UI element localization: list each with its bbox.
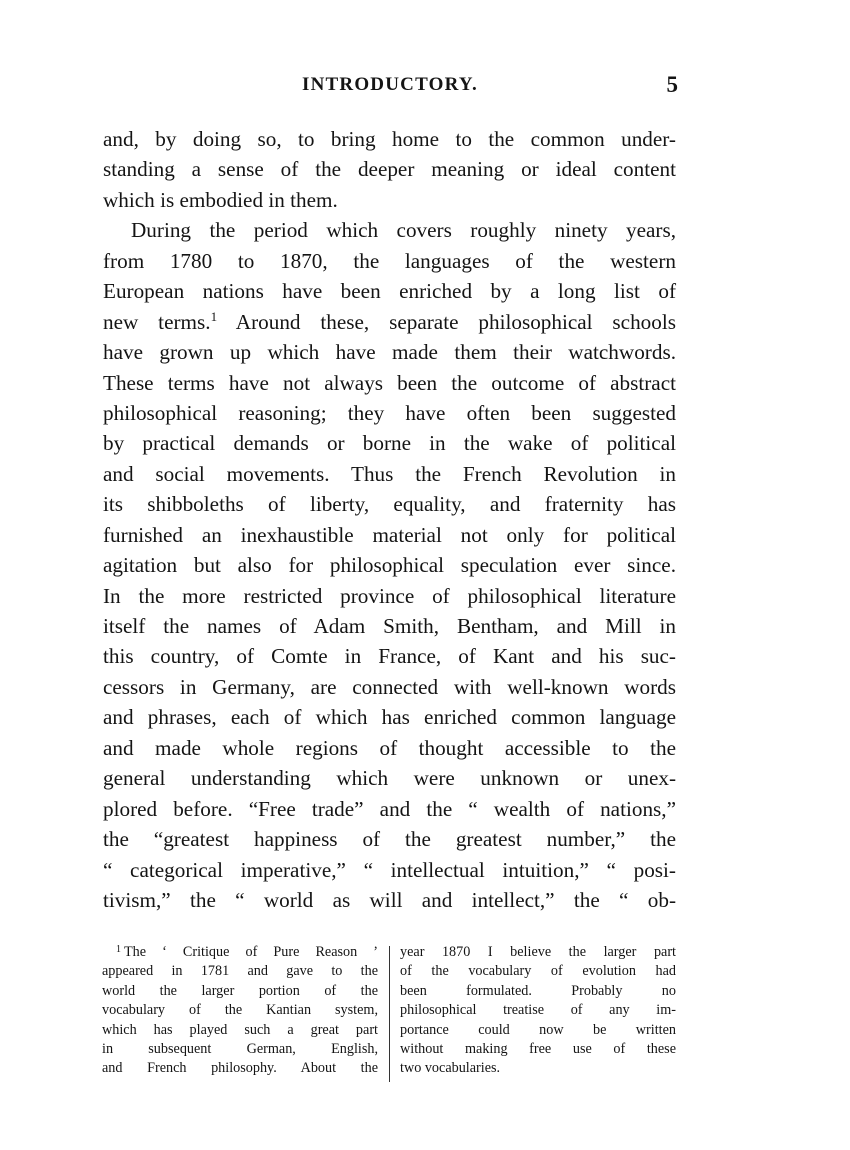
text-line: plored before. “Free trade” and the “ wealth of nations,” bbox=[103, 796, 676, 821]
footnote-line: two vocabularies. bbox=[400, 1060, 501, 1077]
text-line: the “greatest happiness of the greatest number,” the bbox=[103, 827, 676, 852]
text-line: These terms have not always been the outcome of abstract bbox=[103, 370, 676, 395]
footnote-marker: 1 bbox=[116, 944, 121, 955]
text-line: tivism,” the “ world as will and intellect,” the “ ob- bbox=[103, 887, 676, 912]
text-line: general understanding which were unknown or unex- bbox=[103, 766, 676, 791]
footnote-reference: 1 bbox=[210, 308, 218, 324]
footnote-line: vocabulary of the Kantian system, bbox=[102, 1002, 378, 1019]
footnote-first-line-wrap bbox=[102, 944, 378, 960]
text-line: European nations have been enriched by a long list of bbox=[103, 279, 676, 304]
footnote-line: portance could now be written bbox=[400, 1021, 676, 1038]
footnote-line: and French philosophy. About the bbox=[102, 1060, 378, 1077]
text-line: “ categorical imperative,” “ intellectual intuition,” “ posi- bbox=[103, 857, 676, 882]
text-line: and phrases, each of which has enriched common language bbox=[103, 705, 676, 730]
text-line: cessors in Germany, are connected with well-known words bbox=[103, 674, 676, 699]
footnotes bbox=[102, 943, 676, 1077]
footnote-line: in subsequent German, English, bbox=[102, 1040, 378, 1057]
text-line: itself the names of Adam Smith, Bentham, and Mill in bbox=[103, 614, 676, 638]
text-segment: new terms. bbox=[103, 309, 211, 334]
text-line: In the more restricted province of philosophical literature bbox=[103, 583, 676, 608]
text-line: have grown up which have made them their watchwords. bbox=[103, 340, 676, 365]
main-text bbox=[103, 124, 676, 915]
footnote-line: year 1870 I believe the larger part bbox=[400, 944, 676, 960]
footnote-line: of the vocabulary of evolution had bbox=[400, 963, 676, 980]
text-line: its shibboleths of liberty, equality, and fraternity has bbox=[103, 492, 676, 517]
footnote-line: appeared in 1781 and gave to the bbox=[102, 963, 378, 980]
text-line: and, by doing so, to bring home to the common under- bbox=[103, 127, 676, 151]
footnote-column-left bbox=[102, 943, 378, 1079]
text-segment: Around these, separate philosophical schools bbox=[235, 309, 676, 334]
text-line: by practical demands or borne in the wake of political bbox=[103, 431, 676, 456]
footnote-line: philosophical treatise of any im- bbox=[400, 1002, 676, 1019]
text-line: this country, of Comte in France, of Kant and his suc- bbox=[103, 644, 676, 669]
running-head bbox=[100, 74, 680, 104]
text-line-with-footnote bbox=[103, 307, 676, 337]
text-line: which is embodied in them. bbox=[103, 187, 338, 212]
footnote-column-divider bbox=[389, 946, 390, 1082]
page-number: 5 bbox=[666, 72, 678, 97]
footnote-line: world the larger portion of the bbox=[102, 982, 378, 999]
running-title: INTRODUCTORY. bbox=[302, 74, 478, 95]
footnote-column-right bbox=[400, 943, 676, 1079]
text-line: furnished an inexhaustible material not only for political bbox=[103, 522, 676, 547]
footnote-line bbox=[102, 943, 378, 962]
text-line: and social movements. Thus the French Revolution in bbox=[103, 461, 676, 486]
text-line: philosophical reasoning; they have often been suggested bbox=[103, 400, 676, 425]
text-line: agitation but also for philosophical speculation ever since. bbox=[103, 553, 676, 578]
text-line: from 1780 to 1870, the languages of the western bbox=[103, 248, 676, 273]
paragraph-first-line: During the period which covers roughly ninety years, bbox=[131, 218, 676, 243]
text-line: and made whole regions of thought accessible to the bbox=[103, 735, 676, 760]
text-line: standing a sense of the deeper meaning or ideal content bbox=[103, 157, 676, 182]
footnote-line: without making free use of these bbox=[400, 1040, 676, 1057]
footnote-line: which has played such a great part bbox=[102, 1021, 378, 1038]
footnote-text: The ‘ Critique of Pure Reason ’ bbox=[124, 944, 378, 960]
footnote-line: been formulated. Probably no bbox=[400, 982, 676, 999]
